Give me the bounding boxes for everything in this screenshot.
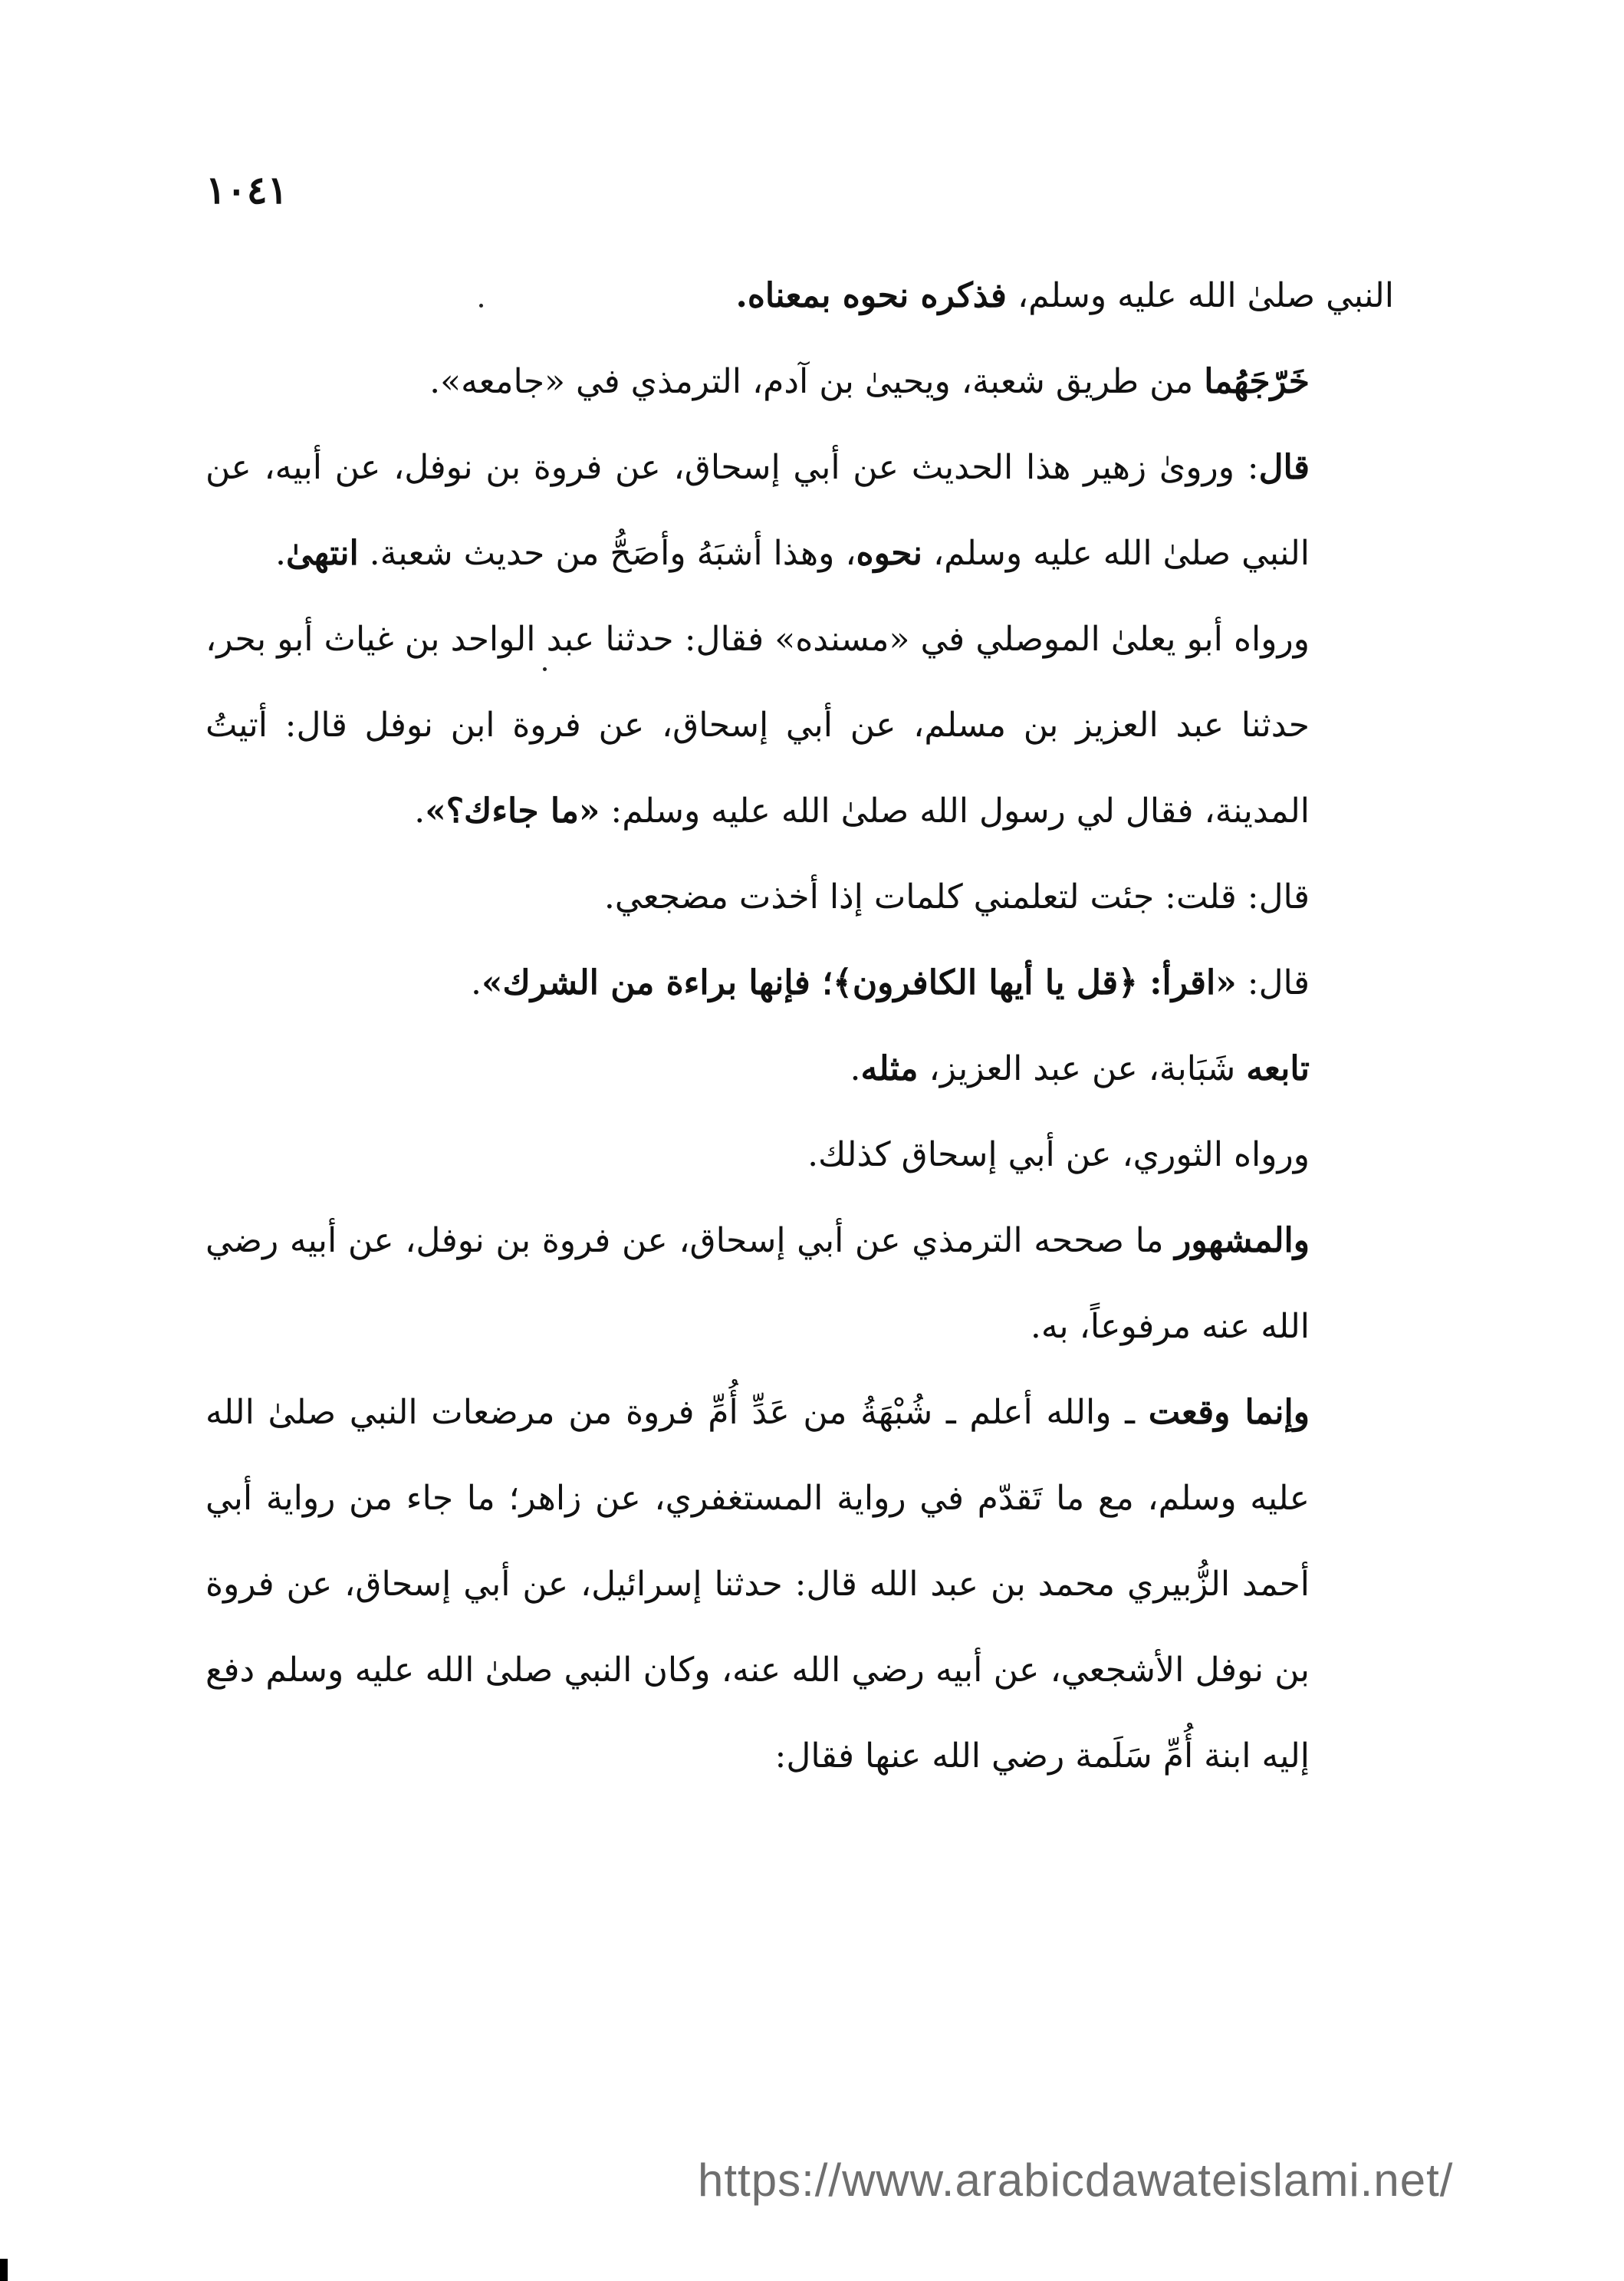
text-run-bold: قال: [1258, 448, 1310, 487]
text-run-bold: انتهیٰ: [285, 534, 359, 573]
paragraph: [205, 253, 1394, 339]
text-run-bold: نحوه: [856, 534, 922, 573]
text-run-bold: «اقرأ: ﴿قل يا أيها الكافرون﴾؛ فإنها براءة من الشرك»: [481, 963, 1237, 1002]
scan-speck: [543, 667, 547, 671]
paragraph: [205, 1026, 1394, 1112]
text-run-bold: مثله: [860, 1049, 919, 1088]
text-run-bold: والمشهور: [1175, 1221, 1310, 1260]
scan-edge-mark: [0, 2259, 8, 2281]
paragraph: [205, 854, 1394, 940]
text-run: .: [275, 534, 286, 573]
text-run-bold: فذكره نحوه بمعناه.: [735, 276, 1007, 315]
text-run: .: [414, 792, 426, 831]
text-run: النبي صلىٰ الله عليه وسلم،: [1006, 276, 1394, 315]
text-run-bold: وإنما وقعت: [1148, 1393, 1310, 1432]
text-run: : ورویٰ زهیر هذا الحدیث عن أبي إسحاق، عن فروة بن نوفل، عن أبیه، عن النبي صلىٰ الله علیه وسلم،: [205, 448, 1310, 573]
paragraph: [205, 1198, 1394, 1370]
text-run: قال: قلت: جئت لتعلمني كلمات إذا أخذت مضجعي.: [603, 877, 1310, 917]
text-run: ، وهذا أشبَهُ وأصَحُّ من حدیث شعبة.: [358, 534, 856, 573]
paragraph: [205, 339, 1394, 425]
text-run: .: [470, 963, 482, 1002]
text-run: قال:: [1236, 963, 1310, 1002]
paragraph: [205, 1370, 1394, 1799]
paragraph: [205, 597, 1394, 854]
footer-url[interactable]: https://www.arabicdawateislami.net/: [698, 2154, 1454, 2206]
text-run: ما صححه الترمذي عن أبي إسحاق، عن فروة بن نوفل، عن أبیه رضي الله عنه مرفوعاً، به.: [205, 1221, 1310, 1346]
page-number: ١٠٤١: [205, 167, 288, 212]
text-run: شَبَابة، عن عبد العزیز،: [918, 1049, 1247, 1088]
text-run: .: [850, 1049, 861, 1088]
paragraph: [205, 425, 1394, 597]
text-run-bold: خَرّجَهُما: [1204, 362, 1310, 401]
text-run: ـ والله أعلم ـ شُبْهَةُ من عَدِّ أُمِّ فروة من مرضعات النبي صلىٰ الله علیه وسلم، مع ما تَقدّم في روایة المستغفري، عن زاهر؛ ما جاء من روایة أبي أحمد الزُّبیري محمد بن عبد الله قال: حدثنا إسرائیل، عن أبي إسحاق، عن فروة بن نوفل الأشجعي، عن أبیه رضي الله عنه، وكان النبي صلىٰ الله علیه وسلم دفع إلیه ابنة أُمِّ سَلَمة رضي الله عنها فقال:: [205, 1393, 1310, 1776]
text-run-bold: «ما جاءك؟»: [425, 792, 600, 831]
text-run: ورواه أبو یعلىٰ الموصلي في «مسنده» فقال: حدثنا عبد الواحد بن غیاث أبو بحر، حدثنا عبد العزیز بن مسلم، عن أبي إسحاق، عن فروة ابن نوفل قال: أتیتُ المدینة، فقال لي رسول الله صلىٰ الله علیه وسلم:: [205, 620, 1310, 831]
paragraph: [205, 940, 1394, 1026]
text-run-bold: تابعه: [1246, 1049, 1310, 1088]
text-run: من طريق شعبة، ويحيىٰ بن آدم، الترمذي في «جامعه».: [429, 362, 1205, 401]
scan-speck: [479, 304, 483, 308]
body-text: [205, 253, 1394, 1799]
paragraph: [205, 1112, 1394, 1198]
text-run: ورواه الثوري، عن أبي إسحاق كذلك.: [807, 1135, 1310, 1174]
